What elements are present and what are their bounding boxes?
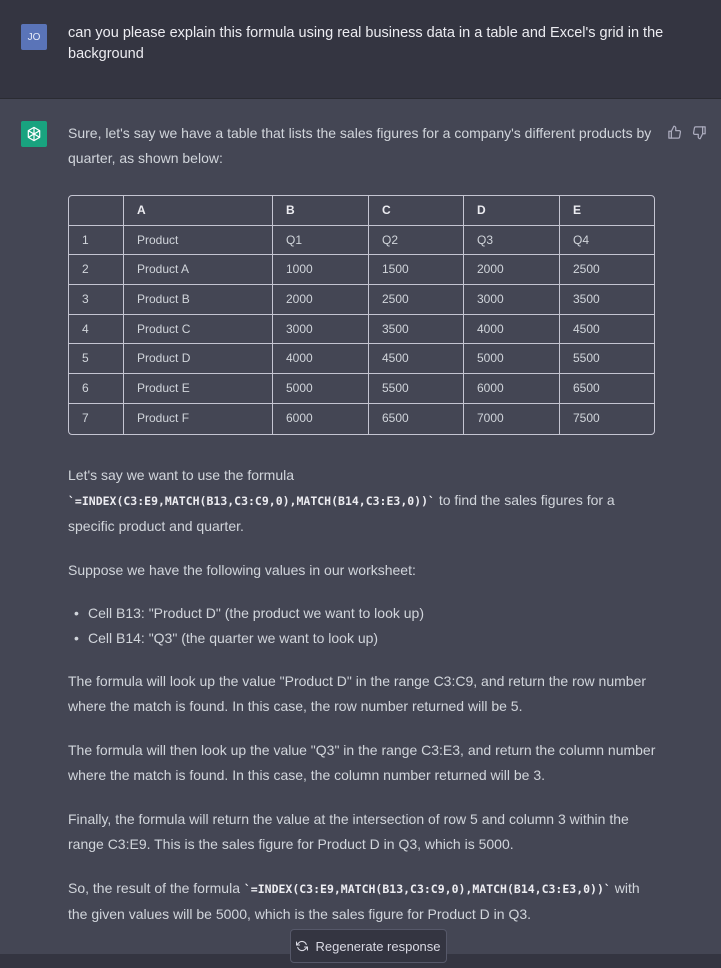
sales-table: [68, 195, 655, 435]
table-cell: 6000: [273, 404, 369, 434]
table-header-cell: D: [464, 196, 560, 226]
list-item: • Cell B14: "Q3" (the quarter we want to look up): [68, 626, 660, 651]
table-cell: 2000: [273, 285, 369, 315]
user-message-row: [0, 0, 721, 99]
openai-logo-icon: [21, 121, 47, 147]
table-row: [69, 255, 654, 285]
row-number-cell: 4: [69, 315, 124, 345]
table-header-cell: C: [369, 196, 464, 226]
table-cell: 5500: [560, 344, 654, 374]
table-cell: 4000: [273, 344, 369, 374]
table-cell: Product E: [124, 374, 273, 404]
table-cell: Q3: [464, 226, 560, 256]
table-cell: Product B: [124, 285, 273, 315]
column-match-paragraph: The formula will then look up the value "Q3" in the range C3:E3, and return the column number where the match is found. In this case, the column number returned will be 3.: [68, 741, 656, 783]
result-intersection-paragraph: Finally, the formula will return the value at the intersection of row 5 and column 3 within the range C3:E9. This is the sales figure for Product D in Q3, which is 5000.: [68, 810, 629, 852]
table-cell: Q4: [560, 226, 654, 256]
table-cell: Product A: [124, 255, 273, 285]
row-number-cell: 6: [69, 374, 124, 404]
table-row: [69, 226, 654, 256]
table-cell: 4000: [464, 315, 560, 345]
user-message-text: can you please explain this formula using real business data in a table and Excel's grid in the background: [68, 25, 664, 62]
table-cell: 1000: [273, 255, 369, 285]
table-cell: Product: [124, 226, 273, 256]
table-cell: 6000: [464, 374, 560, 404]
table-cell: 3500: [560, 285, 654, 315]
formula-code: `=INDEX(C3:E9,MATCH(B13,C3:C9,0),MATCH(B14,C3:E3,0))`: [243, 881, 611, 896]
table-cell: 6500: [560, 374, 654, 404]
table-header-cell: A: [124, 196, 273, 226]
table-row: [69, 404, 654, 434]
table-cell: 3500: [369, 315, 464, 345]
row-match-paragraph: The formula will look up the value "Product D" in the range C3:C9, and return the row number where the match is found. In this case, the row number returned will be 5.: [68, 672, 647, 714]
table-cell: 4500: [560, 315, 654, 345]
user-avatar: JO: [21, 24, 47, 50]
assistant-message: [68, 121, 660, 946]
formula-code: `=INDEX(C3:E9,MATCH(B13,C3:C9,0),MATCH(B14,C3:E3,0))`: [68, 493, 435, 508]
table-cell: Product C: [124, 315, 273, 345]
thumbs-down-icon[interactable]: [691, 124, 707, 140]
regenerate-label: Regenerate response: [315, 938, 441, 954]
formula-paragraph: Let's say we want to use the formula `=INDEX(C3:E9,MATCH(B13,C3:C9,0),MATCH(B14,C3:E3,0))` to find the sales figures for a specific product and quarter.: [68, 466, 615, 534]
table-header-row: [69, 196, 654, 226]
regenerate-response-button[interactable]: [290, 929, 447, 963]
table-cell: 2500: [369, 285, 464, 315]
intro-paragraph: Sure, let's say we have a table that lists the sales figures for a company's different products by quarter, as shown below:: [68, 125, 652, 166]
table-cell: 1500: [369, 255, 464, 285]
row-number-cell: 2: [69, 255, 124, 285]
table-row: [69, 374, 654, 404]
table-row: [69, 315, 654, 345]
table-cell: 7000: [464, 404, 560, 434]
table-cell: 4500: [369, 344, 464, 374]
table-cell: 6500: [369, 404, 464, 434]
table-cell: 2000: [464, 255, 560, 285]
table-row: [69, 344, 654, 374]
row-number-cell: 1: [69, 226, 124, 256]
table-cell: Q1: [273, 226, 369, 256]
table-row: [69, 285, 654, 315]
table-cell: 5000: [273, 374, 369, 404]
values-list: [68, 601, 660, 651]
result-paragraph: So, the result of the formula `=INDEX(C3:E9,MATCH(B13,C3:C9,0),MATCH(B14,C3:E3,0))` with the given values will be 5000, which is the sales figure for Product D in Q3.: [68, 879, 640, 922]
table-cell: 3000: [464, 285, 560, 315]
thumbs-up-icon[interactable]: [666, 124, 682, 140]
row-number-cell: 7: [69, 404, 124, 434]
table-cell: Product D: [124, 344, 273, 374]
table-cell: 3000: [273, 315, 369, 345]
table-cell: 2500: [560, 255, 654, 285]
table-cell: 5000: [464, 344, 560, 374]
row-number-cell: 3: [69, 285, 124, 315]
table-cell: Product F: [124, 404, 273, 434]
table-cell: Q2: [369, 226, 464, 256]
table-cell: 7500: [573, 411, 600, 426]
table-header-cell: E: [560, 196, 654, 226]
list-item: • Cell B13: "Product D" (the product we want to look up): [68, 601, 660, 626]
row-number-cell: 5: [69, 344, 124, 374]
values-intro: Suppose we have the following values in our worksheet:: [68, 561, 416, 578]
table-header-cell: B: [273, 196, 369, 226]
table-cell: 5500: [369, 374, 464, 404]
refresh-icon: [296, 940, 308, 952]
table-header-cell: [69, 196, 124, 226]
